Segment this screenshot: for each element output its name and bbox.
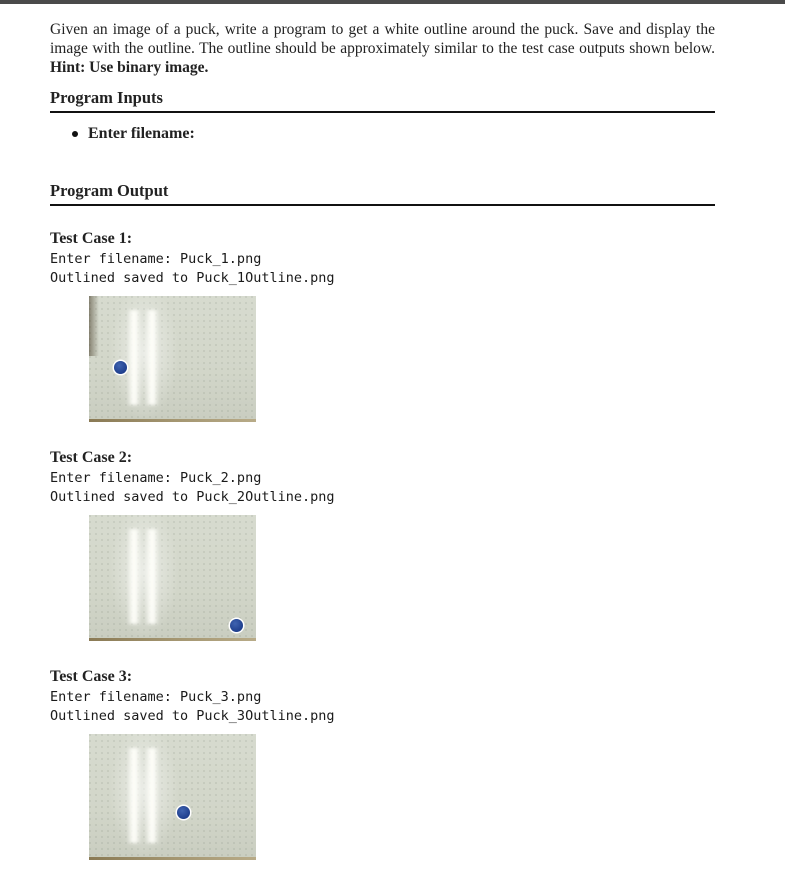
top-border: [0, 0, 785, 4]
console-line: Enter filename: Puck_2.png: [50, 470, 262, 486]
console-line: Outlined saved to Puck_3Outline.png: [50, 708, 335, 724]
console-line: Enter filename: Puck_3.png: [50, 689, 262, 705]
problem-text: Given an image of a puck, write a program to get a white outline around the puck. Save and display the image with the outline. The outline should be approximately similar to the test case outputs shown below.: [50, 21, 715, 57]
test-case-3: [50, 668, 715, 860]
bullet-icon: [72, 131, 78, 137]
list-item: [72, 125, 715, 143]
puck-outline-marker: [114, 361, 127, 374]
problem-statement: [50, 20, 715, 77]
puck-outline-marker: [177, 806, 190, 819]
program-output-title: Program Output: [50, 181, 715, 206]
test-case-title: Test Case 1:: [50, 230, 133, 247]
console-line: Outlined saved to Puck_1Outline.png: [50, 270, 335, 286]
test-case-2: [50, 449, 715, 641]
program-inputs-list: [50, 125, 715, 181]
puck-output-image: [89, 734, 256, 860]
puck-output-image: [89, 515, 256, 641]
puck-outline-marker: [230, 619, 243, 632]
hint-text: Hint: Use binary image.: [50, 59, 209, 76]
document-body: [50, 20, 715, 860]
puck-output-image: [89, 296, 256, 422]
input-prompt-label: Enter filename:: [88, 125, 195, 142]
test-case-1: [50, 230, 715, 422]
test-case-title: Test Case 3:: [50, 668, 133, 685]
test-case-title: Test Case 2:: [50, 449, 133, 466]
console-line: Outlined saved to Puck_2Outline.png: [50, 489, 335, 505]
program-inputs-title: Program Inputs: [50, 88, 715, 113]
console-line: Enter filename: Puck_1.png: [50, 251, 262, 267]
